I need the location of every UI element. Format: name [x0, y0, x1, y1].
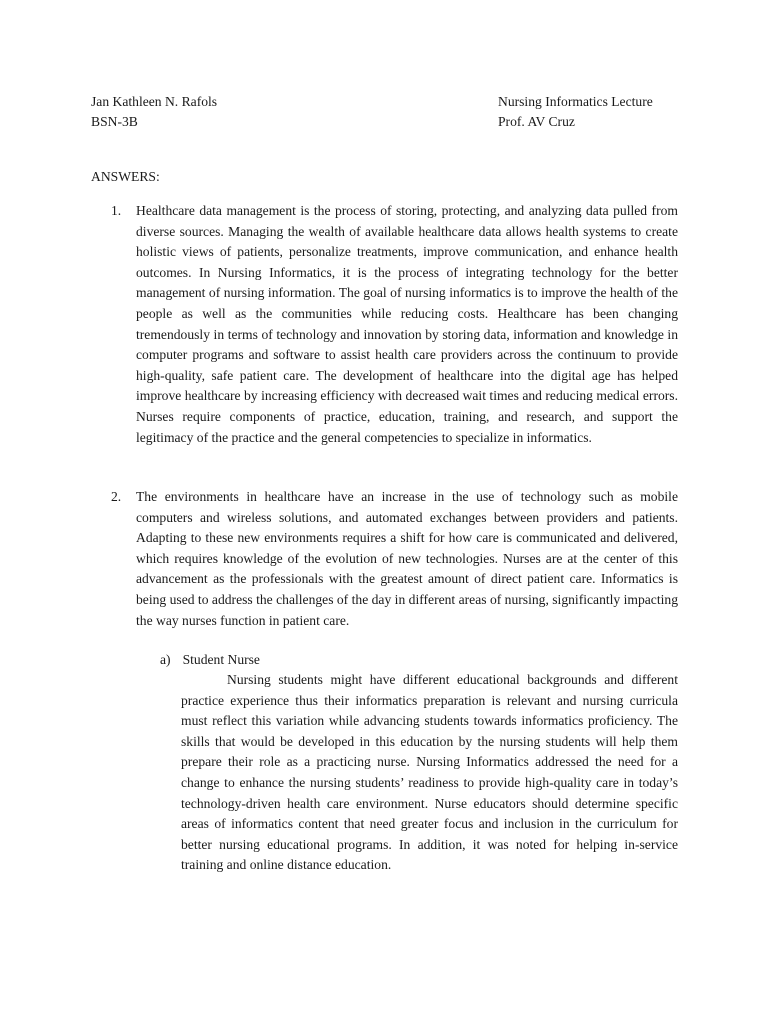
student-section: BSN-3B	[91, 114, 138, 129]
student-info	[91, 92, 217, 132]
student-name: Jan Kathleen N. Rafols	[91, 94, 218, 109]
subitem-text: Nursing students might have different educational backgrounds and different practice experience thus their informatics preparation is relevant and nursing curricula must reflect this variation while advancing students towards informatics proficiency. The skills that would be developed in this education by the nursing students will help them prepare their role as a practicing nurse. Nursing Informatics addressed the need for a change to enhance the nursing students’ readiness to provide high-quality care in today’s technology-driven health care environment. Nurse educators should determine specific areas of informatics content that need greater focus and inclusion in the curriculum for better nursing educational programs. In addition, it was noted for helping in-service training and online distance education.	[181, 672, 678, 873]
course-info	[498, 92, 653, 132]
course-title: Nursing Informatics Lecture	[498, 94, 653, 109]
answers-heading: ANSWERS:	[91, 169, 160, 184]
item-2-number: 2.	[111, 489, 122, 504]
subitem-title: Student Nurse	[182, 652, 260, 667]
subitem-label: a)	[160, 652, 171, 667]
item-1-text: Healthcare data management is the process of storing, protecting, and analyzing data pulled from diverse sources. Managing the wealth of available healthcare data allows health systems to create holistic views of patients, personalize treatments, improve communication, and enhance health outcomes. In Nursing Informatics, it is the process of integrating technology for the better management of nursing information. The goal of nursing informatics is to improve the health of the people as well as the communities while reducing costs. Healthcare has been changing tremendously in terms of technology and innovation by storing data, information and knowledge in computer programs and software to assist health care providers across the continuum to provide high-quality, safe patient care. The development of healthcare into the digital age has helped improve healthcare by increasing efficiency with decreased wait times and reducing medical errors. Nurses require components of practice, education, training, and research, and support the legitimacy of the practice and the general competencies to specialize in informatics.	[136, 203, 678, 445]
subitem-heading	[160, 650, 260, 671]
professor-name: Prof. AV Cruz	[498, 114, 575, 129]
item-1-number: 1.	[111, 203, 122, 218]
item-2-text: The environments in healthcare have an increase in the use of technology such as mobile computers and wireless solutions, and automated exchanges between providers and patients. Adapting to these new environments requires a shift for how care is communicated and delivered, which requires knowledge of the evolution of new technologies. Nurses are at the center of this advancement as the professionals with the greatest amount of direct patient care. Informatics is being used to address the challenges of the day in different areas of nursing, significantly impacting the way nurses function in patient care.	[136, 489, 678, 628]
